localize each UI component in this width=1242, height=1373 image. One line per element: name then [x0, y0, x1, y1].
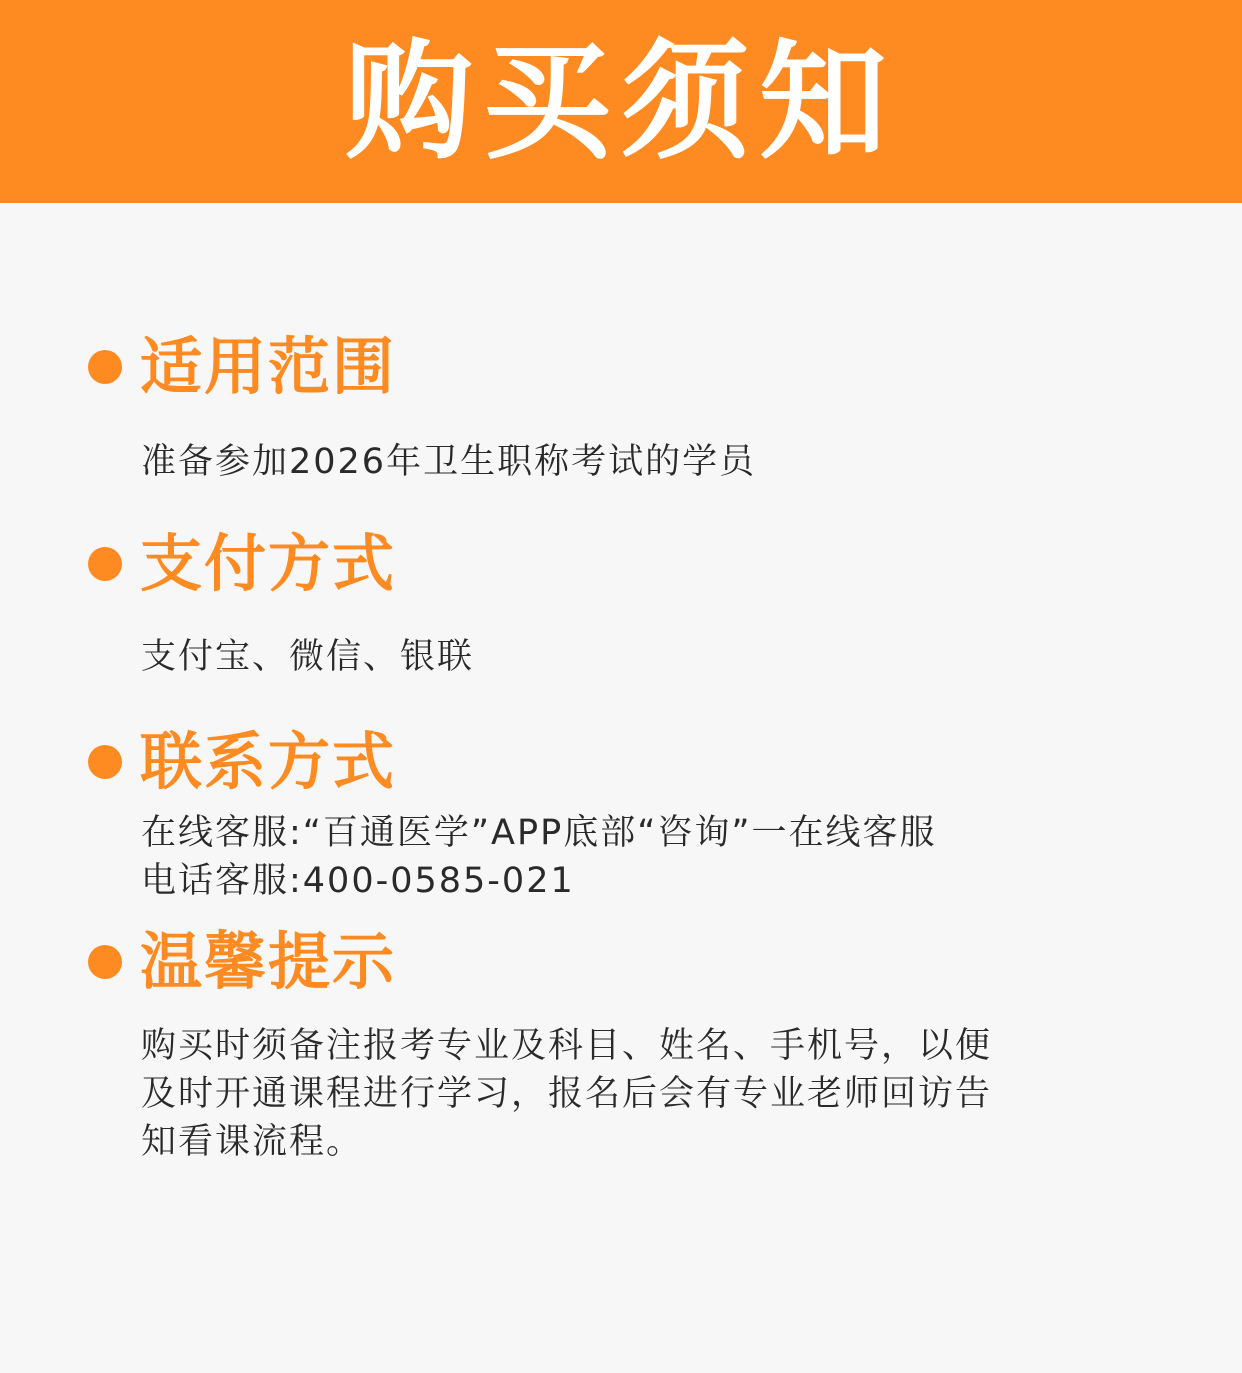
section-payment-heading	[88, 527, 396, 601]
section-title: 联系方式	[140, 725, 397, 798]
section-contact-heading	[88, 725, 396, 799]
section-tips-heading	[88, 925, 396, 999]
section-title: 温馨提示	[140, 925, 397, 998]
section-payment-body	[141, 633, 1101, 681]
header-banner	[0, 0, 1242, 203]
section-contact-body	[141, 809, 1101, 905]
body-line: 购买时须备注报考专业及科目、姓名、手机号，以便	[141, 1026, 993, 1066]
body-line: 准备参加2026年卫生职称考试的学员	[141, 442, 757, 482]
section-scope-body	[141, 438, 1101, 486]
bullet-dot-icon	[88, 745, 122, 779]
bullet-dot-icon	[88, 350, 122, 384]
body-line: 在线客服:“百通医学”APP底部“咨询”一在线客服	[141, 813, 937, 853]
section-scope-heading	[88, 330, 396, 404]
section-tips-body	[141, 1022, 1101, 1166]
bullet-dot-icon	[88, 547, 122, 581]
page-title: 购买须知	[344, 27, 897, 177]
body-line: 知看课流程。	[141, 1122, 364, 1162]
bullet-dot-icon	[88, 945, 122, 979]
section-title: 适用范围	[140, 330, 397, 403]
section-title: 支付方式	[140, 527, 397, 600]
body-line: 支付宝、微信、银联	[141, 637, 475, 677]
body-line: 电话客服:400-0585-021	[141, 861, 575, 901]
body-line: 及时开通课程进行学习，报名后会有专业老师回访告	[141, 1074, 993, 1114]
